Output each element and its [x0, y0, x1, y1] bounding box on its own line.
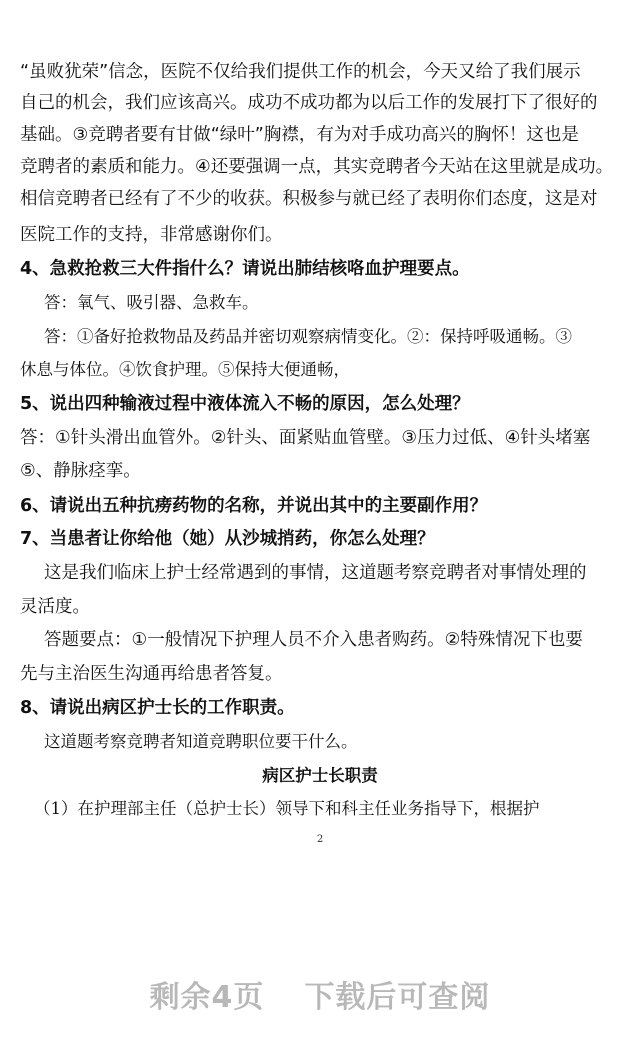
text-line: 医院工作的支持，非常感谢你们。 [20, 225, 283, 245]
text-line: 竞聘者的素质和能力。④还要强调一点，其实竞聘者今天站在这里就是成功。 [20, 157, 614, 177]
text-line: 先与主治医生沟通再给患者答复。 [20, 664, 283, 684]
text-line: 相信竞聘者已经有了不少的收获。积极参与就已经了表明你们态度，这是对 [20, 189, 598, 209]
download-prompt-label: 下载后可查阅 [304, 980, 491, 1015]
question-heading: 5、说出四种输液过程中液体流入不畅的原因，怎么处理？ [20, 394, 470, 414]
question-heading: 6、请说出五种抗痨药物的名称，并说出其中的主要副作用？ [20, 496, 488, 516]
text-line: “虽败犹荣”信念，医院不仅给我们提供工作的机会，今天又给了我们展示 [20, 62, 581, 82]
answer-line: 休息与体位。④饮食护理。⑤保持大便通畅， [20, 360, 350, 379]
download-banner[interactable] [0, 972, 640, 1016]
question-heading: 7、当患者让你给他（她）从沙城捎药，你怎么处理？ [20, 529, 435, 549]
answer-line: ⑤、静脉痉挛。 [20, 461, 141, 481]
text-line: 基础。③竞聘者要有甘做“绿叶”胸襟，有为对手成功高兴的胸怀！这也是 [20, 125, 579, 145]
text-line: （1）在护理部主任（总护士长）领导下和科主任业务指导下，根据护 [34, 799, 540, 818]
section-title: 病区护士长职责 [262, 766, 378, 785]
answer-line: 答：氧气、吸引器、急救车。 [44, 293, 259, 312]
answer-line: 答：①备好抢救物品及药品并密切观察病情变化。②：保持呼吸通畅。③ [44, 327, 572, 346]
question-heading: 8、请说出病区护士长的工作职责。 [20, 698, 295, 718]
text-line: 答题要点：①一般情况下护理人员不介入患者购药。②特殊情况下也要 [44, 630, 583, 650]
text-line: 这是我们临床上护士经常遇到的事情，这道题考察竞聘者对事情处理的 [44, 563, 587, 583]
text-line: 自己的机会，我们应该高兴。成功不成功都为以后工作的发展打下了很好的 [20, 93, 598, 113]
question-heading: 4、急救抢救三大件指什么？请说出肺结核咯血护理要点。 [20, 259, 470, 279]
text-line: 这道题考察竞聘者知道竞聘职位要干什么。 [44, 732, 358, 751]
answer-line: 答：①针头滑出血管外。②针头、面紧贴血管壁。③压力过低、④针头堵塞 [20, 428, 591, 448]
text-line: 灵活度。 [20, 597, 90, 617]
page-number: 2 [316, 834, 324, 845]
remaining-pages-label: 剩余4页 [149, 980, 265, 1015]
